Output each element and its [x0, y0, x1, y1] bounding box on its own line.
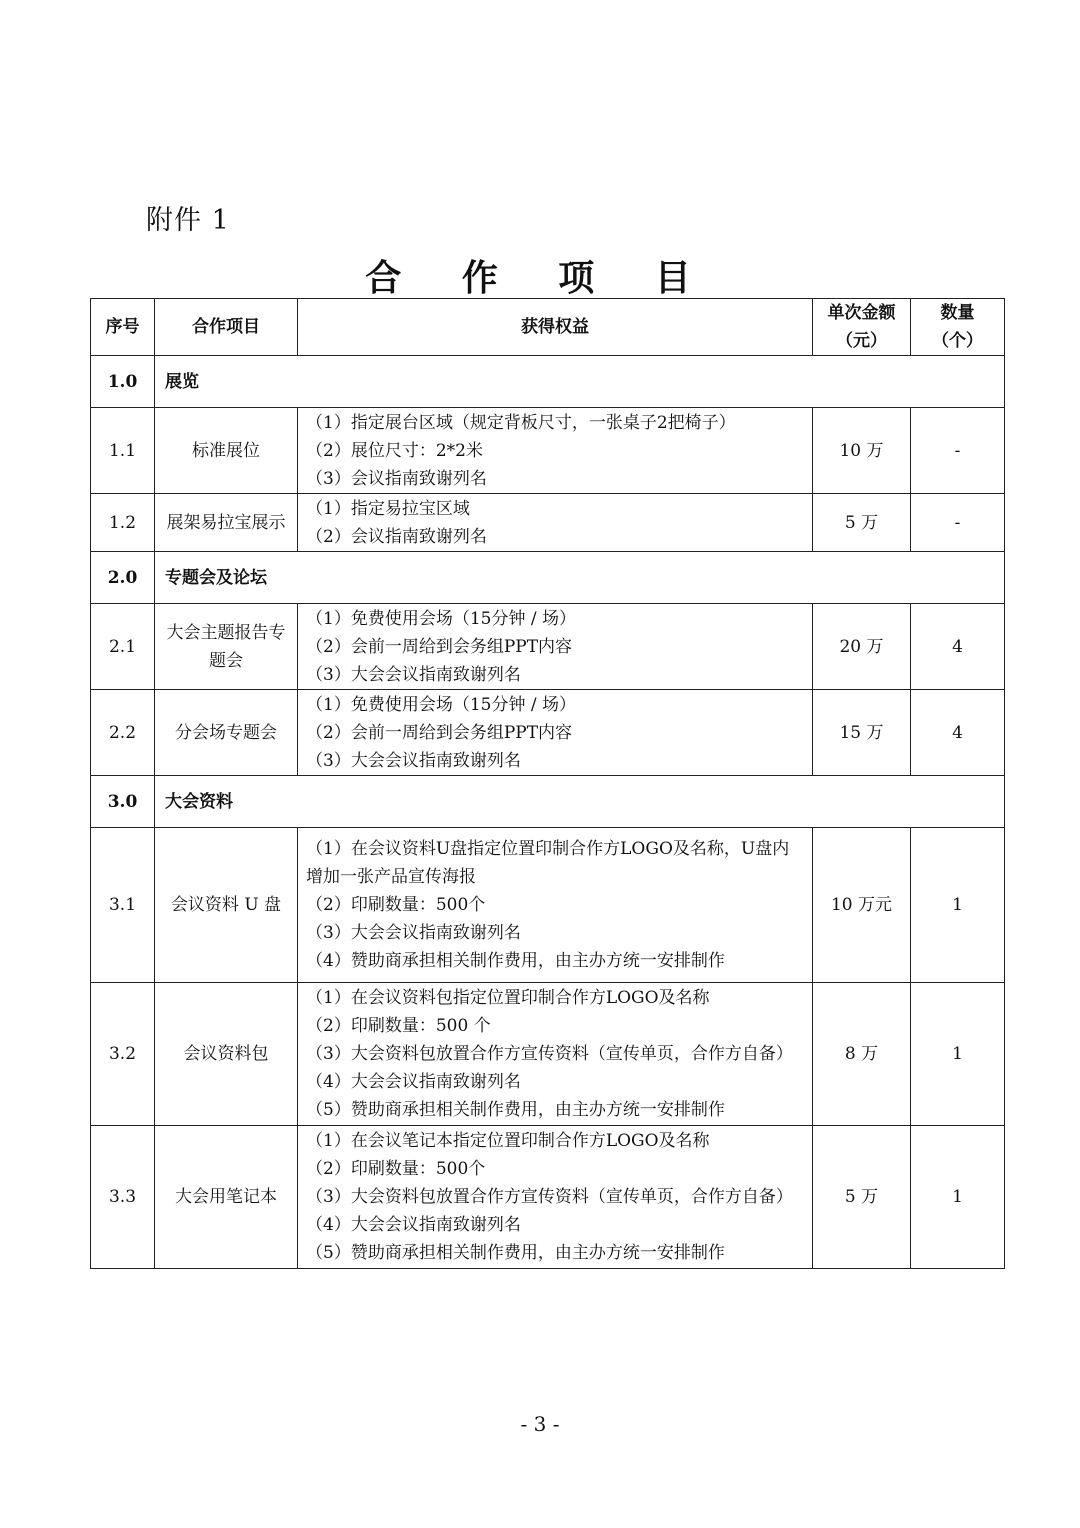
row-quantity: -	[911, 408, 1005, 494]
benefit-line: （4）赞助商承担相关制作费用，由主办方统一安排制作	[306, 951, 725, 971]
row-quantity: 1	[911, 1126, 1005, 1269]
cooperation-table	[90, 298, 1005, 1269]
row-item-name: 会议资料 U 盘	[155, 828, 298, 983]
row-amount: 10 万元	[813, 828, 911, 983]
row-item-name: 标准展位	[155, 408, 298, 494]
benefit-line: （4）大会会议指南致谢列名	[306, 1072, 521, 1092]
benefit-line: （2）印刷数量：500个	[306, 895, 486, 915]
benefit-line: （2）会前一周给到会务组PPT内容	[306, 722, 573, 743]
benefit-line: （1）在会议资料U盘指定位置印制合作方LOGO及名称，U盘内增加一张产品宣传海报	[306, 839, 790, 887]
benefit-line: （5）赞助商承担相关制作费用，由主办方统一安排制作	[306, 1100, 725, 1120]
row-number: 2.1	[91, 604, 155, 690]
row-number: 3.3	[91, 1126, 155, 1269]
row-quantity: 4	[911, 690, 1005, 776]
benefit-line: （3）大会会议指南致谢列名	[306, 664, 521, 685]
benefit-line: （3）会议指南致谢列名	[306, 468, 487, 489]
section-row	[91, 552, 1005, 604]
header-amount	[813, 299, 911, 356]
benefit-line: （3）大会资料包放置合作方宣传资料（宣传单页，合作方自备）	[306, 1187, 793, 1207]
row-benefits	[298, 1126, 813, 1269]
header-qty-line1: 数量	[940, 303, 975, 323]
section-number: 1.0	[91, 356, 155, 408]
header-no: 序号	[91, 299, 155, 356]
row-number: 1.2	[91, 494, 155, 552]
row-amount: 8 万	[813, 983, 911, 1126]
row-number: 1.1	[91, 408, 155, 494]
benefit-line: （1）指定易拉宝区域	[306, 498, 470, 519]
header-qty-line2: （个）	[932, 331, 983, 351]
benefit-line: （4）大会会议指南致谢列名	[306, 1215, 521, 1235]
header-benefits: 获得权益	[298, 299, 813, 356]
benefit-line: （1）在会议笔记本指定位置印制合作方LOGO及名称	[306, 1131, 710, 1151]
row-item-name: 分会场专题会	[155, 690, 298, 776]
benefit-line: （3）大会会议指南致谢列名	[306, 923, 521, 943]
benefit-line: （1）指定展台区域（规定背板尺寸，一张桌子2把椅子）	[306, 412, 736, 433]
benefit-line: （2）展位尺寸：2*2米	[306, 440, 483, 461]
header-item: 合作项目	[155, 299, 298, 356]
row-quantity: 4	[911, 604, 1005, 690]
table-body	[91, 356, 1005, 1269]
table-row	[91, 604, 1005, 690]
document-title: 合 作 项 目	[365, 257, 715, 299]
page-number: - 3 -	[520, 1412, 560, 1436]
row-benefits	[298, 983, 813, 1126]
benefit-line: （2）会前一周给到会务组PPT内容	[306, 636, 573, 657]
row-number: 3.1	[91, 828, 155, 983]
row-item-name: 大会主题报告专题会	[155, 604, 298, 690]
section-number: 3.0	[91, 776, 155, 828]
attachment-label: 附件 1	[146, 205, 230, 236]
table-row	[91, 1126, 1005, 1269]
header-amount-line1: 单次金额	[827, 303, 896, 323]
table-row	[91, 494, 1005, 552]
row-benefits	[298, 408, 813, 494]
benefit-line: （3）大会资料包放置合作方宣传资料（宣传单页，合作方自备）	[306, 1044, 793, 1064]
row-amount: 5 万	[813, 1126, 911, 1269]
benefit-line: （2）印刷数量：500 个	[306, 1016, 491, 1036]
row-benefits	[298, 604, 813, 690]
section-row	[91, 356, 1005, 408]
section-title: 专题会及论坛	[155, 552, 1005, 604]
header-qty	[911, 299, 1005, 356]
benefit-line: （1）免费使用会场（15分钟 / 场）	[306, 608, 576, 629]
row-quantity: 1	[911, 828, 1005, 983]
table-row	[91, 408, 1005, 494]
row-item-name: 展架易拉宝展示	[155, 494, 298, 552]
benefit-line: （2）印刷数量：500个	[306, 1159, 486, 1179]
row-benefits	[298, 690, 813, 776]
row-amount: 20 万	[813, 604, 911, 690]
header-amount-line2: （元）	[836, 331, 887, 351]
section-number: 2.0	[91, 552, 155, 604]
row-quantity: -	[911, 494, 1005, 552]
row-benefits	[298, 828, 813, 983]
table-row	[91, 983, 1005, 1126]
benefit-line: （3）大会会议指南致谢列名	[306, 750, 521, 771]
row-number: 2.2	[91, 690, 155, 776]
row-quantity: 1	[911, 983, 1005, 1126]
table-row	[91, 690, 1005, 776]
section-title: 大会资料	[155, 776, 1005, 828]
section-title: 展览	[155, 356, 1005, 408]
table-row	[91, 828, 1005, 983]
row-amount: 5 万	[813, 494, 911, 552]
row-benefits	[298, 494, 813, 552]
benefit-line: （5）赞助商承担相关制作费用，由主办方统一安排制作	[306, 1243, 725, 1263]
benefit-line: （1）在会议资料包指定位置印制合作方LOGO及名称	[306, 988, 710, 1008]
row-item-name: 大会用笔记本	[155, 1126, 298, 1269]
benefit-line: （1）免费使用会场（15分钟 / 场）	[306, 694, 576, 715]
section-row	[91, 776, 1005, 828]
row-number: 3.2	[91, 983, 155, 1126]
table-header-row	[91, 299, 1005, 356]
row-amount: 15 万	[813, 690, 911, 776]
row-amount: 10 万	[813, 408, 911, 494]
row-item-name: 会议资料包	[155, 983, 298, 1126]
benefit-line: （2）会议指南致谢列名	[306, 526, 487, 547]
